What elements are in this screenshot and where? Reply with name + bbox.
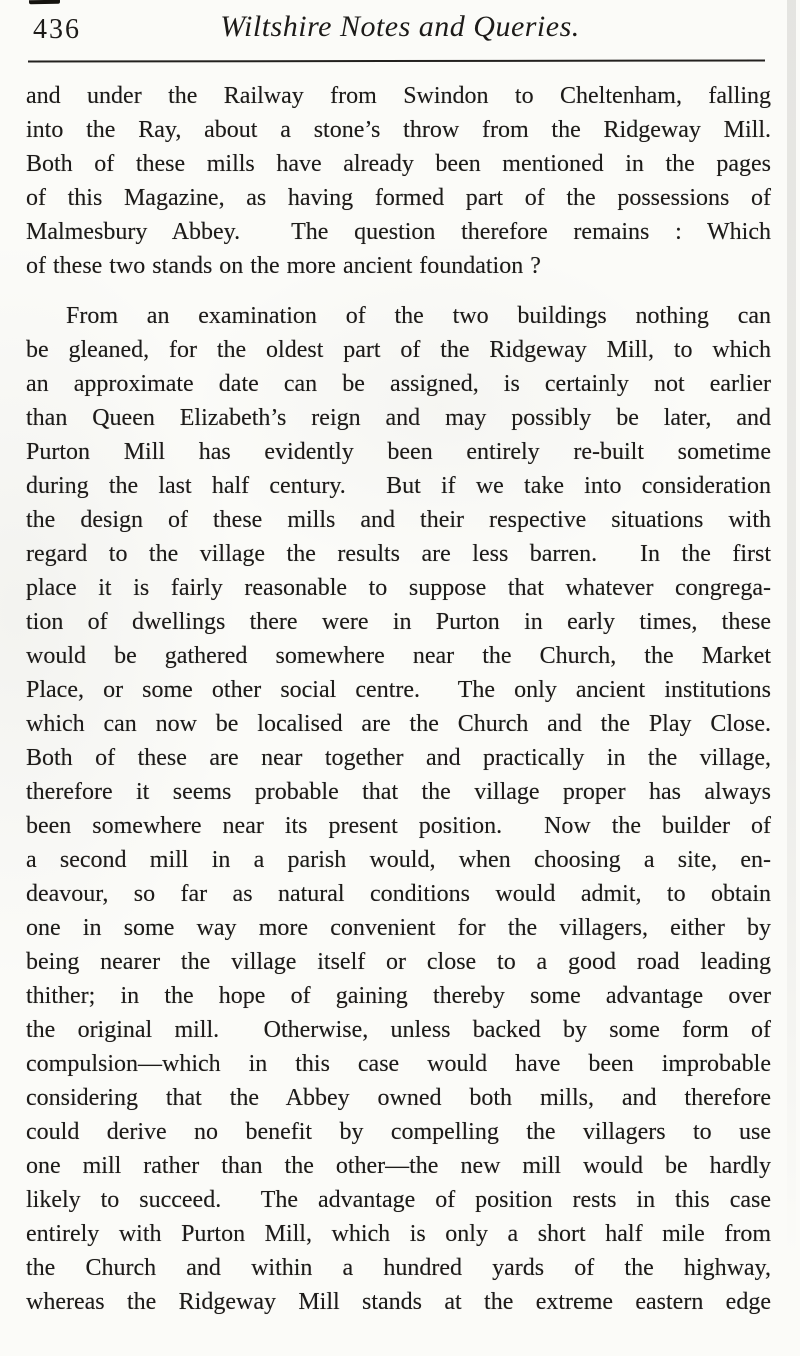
text-line: whereas the Ridgeway Mill stands at the extreme eastern edge (26, 1289, 771, 1315)
scan-edge-shadow (787, 0, 796, 1258)
text-line: the design of these mills and their respective situations with (26, 507, 771, 533)
text-line: be gleaned, for the oldest part of the Ridgeway Mill, to which (26, 337, 771, 363)
text-line: would be gathered somewhere near the Church, the Market (26, 643, 771, 669)
text-line: being nearer the village itself or close to a good road leading (26, 949, 771, 975)
text-line: Both of these mills have already been mentioned in the pages (26, 151, 771, 177)
text-line: been somewhere near its present position. Now the builder of (26, 813, 771, 839)
paragraph-continued (26, 79, 771, 283)
text-line: one in some way more convenient for the villagers, either by (26, 915, 771, 941)
text-line: Purton Mill has evidently been entirely re-built sometime (26, 439, 771, 465)
text-line: an approximate date can be assigned, is certainly not earlier (26, 371, 771, 397)
text-line: deavour, so far as natural conditions would admit, to obtain (26, 881, 771, 907)
header-rule (28, 59, 765, 62)
page-number: 436 (33, 14, 81, 45)
text-line: therefore it seems probable that the village proper has always (26, 779, 771, 805)
text-line: of these two stands on the more ancient foundation ? (26, 253, 541, 279)
page-header (0, 10, 800, 56)
text-line: of this Magazine, as having formed part of the possessions of (26, 185, 771, 211)
text-line: could derive no benefit by compelling the villagers to use (26, 1119, 771, 1145)
running-title: Wiltshire Notes and Queries. (220, 10, 580, 43)
text-line: thither; in the hope of gaining thereby some advantage over (26, 983, 771, 1009)
text-line: Place, or some other social centre. The only ancient institutions (26, 677, 771, 703)
text-line: compulsion—which in this case would have been improbable (26, 1051, 771, 1077)
text-line: Malmesbury Abbey. The question therefore remains : Which (26, 219, 771, 245)
text-line: which can now be localised are the Church and the Play Close. (26, 711, 771, 737)
text-line: and under the Railway from Swindon to Cheltenham, falling (26, 83, 771, 109)
text-line: regard to the village the results are less barren. In the first (26, 541, 771, 567)
text-line: a second mill in a parish would, when choosing a site, en- (26, 847, 771, 873)
text-line: the original mill. Otherwise, unless backed by some form of (26, 1017, 771, 1043)
page-body (26, 79, 771, 1319)
text-line: entirely with Purton Mill, which is only a short half mile from (26, 1221, 771, 1247)
text-line: than Queen Elizabeth’s reign and may possibly be later, and (26, 405, 771, 431)
text-line: place it is fairly reasonable to suppose that whatever congrega- (26, 575, 771, 601)
text-line: the Church and within a hundred yards of the highway, (26, 1255, 771, 1281)
text-line: tion of dwellings there were in Purton in early times, these (26, 609, 771, 635)
text-line: during the last half century. But if we take into consideration (26, 473, 771, 499)
text-line: into the Ray, about a stone’s throw from the Ridgeway Mill. (26, 117, 771, 143)
text-line: From an examination of the two buildings nothing can (66, 303, 771, 329)
text-line: likely to succeed. The advantage of position rests in this case (26, 1187, 771, 1213)
text-line: one mill rather than the other—the new mill would be hardly (26, 1153, 771, 1179)
text-line: Both of these are near together and practically in the village, (26, 745, 771, 771)
scan-artifact-top-mark (29, 0, 60, 4)
text-line: considering that the Abbey owned both mills, and therefore (26, 1085, 771, 1111)
paragraph-examination (26, 299, 771, 1319)
